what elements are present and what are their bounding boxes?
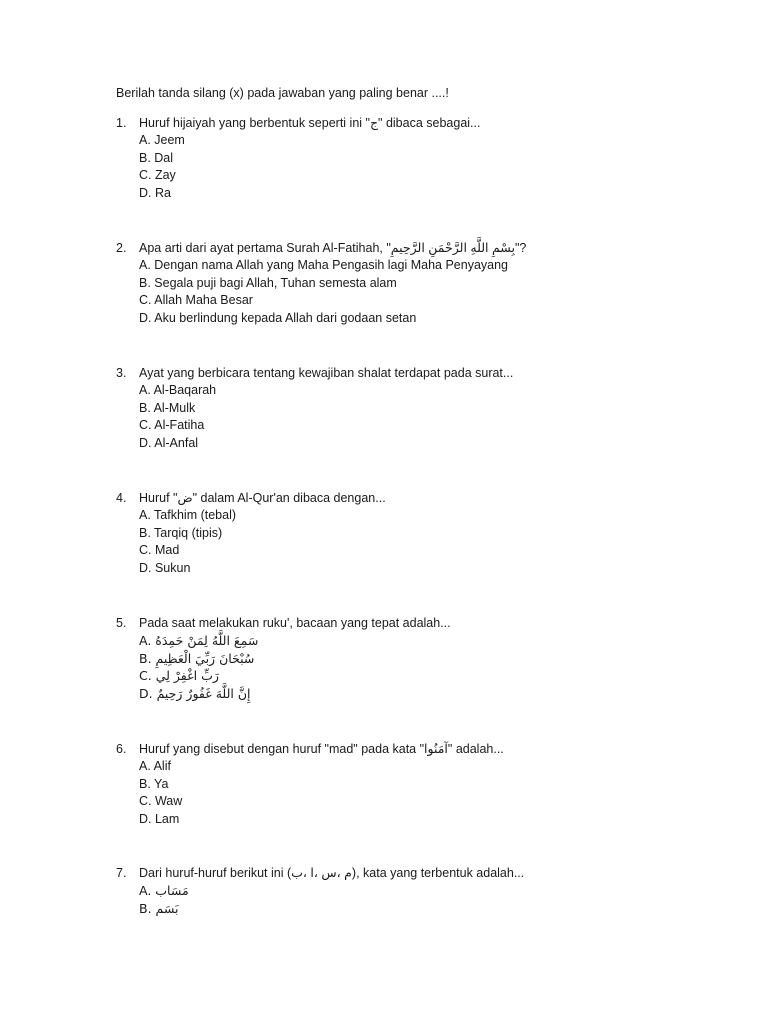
answer-option-d[interactable]: D. Al-Anfal [139,436,199,451]
instruction-text: Berilah tanda silang (x) pada jawaban yang paling benar ....! [116,86,449,100]
answer-options [139,632,736,703]
answer-option-c[interactable]: C. رَبِّ اغْفِرْ لِي [139,668,219,684]
question-1 [116,114,736,203]
question-2 [116,239,736,328]
answer-options [139,257,736,328]
answer-option-d[interactable]: D. Lam [139,812,180,827]
question-number: 4. [116,491,127,505]
answer-option-b[interactable]: B. Ya [139,776,169,791]
question-5 [116,614,736,703]
answer-options [139,882,736,917]
answer-option-a[interactable]: A. سَمِعَ اللَّهُ لِمَنْ حَمِدَهُ [139,633,259,648]
answer-option-a[interactable]: A. Dengan nama Allah yang Maha Pengasih lagi Maha Penyayang [139,258,509,272]
question-text: Apa arti dari ayat pertama Surah Al-Fatihah, "بِسْمِ اللَّهِ الرَّحْمَنِ الرَّحِيمِ"? [139,241,527,255]
answer-option-c[interactable]: C. Mad [139,543,180,558]
question-stem [116,239,736,257]
answer-option-c[interactable]: C. Allah Maha Besar [139,293,253,308]
question-text: Pada saat melakukan ruku', bacaan yang tepat adalah... [139,616,451,630]
answer-options [139,382,736,453]
question-number: 6. [116,742,127,756]
question-stem [116,864,736,882]
answer-option-b[interactable]: B. Al-Mulk [139,400,196,415]
question-stem [116,614,736,632]
question-text: Huruf "ض" dalam Al-Qur'an dibaca dengan... [139,491,386,505]
answer-option-a[interactable]: A. Al-Baqarah [139,383,217,397]
question-4 [116,489,736,578]
answer-option-a[interactable]: A. Alif [139,759,171,773]
question-number: 2. [116,241,127,255]
answer-option-a[interactable]: A. Jeem [139,133,185,147]
question-6 [116,740,736,829]
answer-option-b[interactable]: B. Tarqiq (tipis) [139,525,223,540]
answer-option-c[interactable]: C. Zay [139,168,176,183]
question-number: 5. [116,616,127,630]
answer-option-c[interactable]: C. Al-Fatiha [139,418,205,433]
question-text: Dari huruf-huruf berikut ini (م ،س ،ا ،ب), kata yang terbentuk adalah... [139,866,525,880]
question-number: 3. [116,366,127,380]
question-text: Ayat yang berbicara tentang kewajiban shalat terdapat pada surat... [139,366,514,380]
answer-option-d[interactable]: D. Aku berlindung kepada Allah dari godaan setan [139,311,417,326]
answer-options [139,507,736,578]
question-text: Huruf hijaiyah yang berbentuk seperti ini "ج" dibaca sebagai... [139,116,481,130]
answer-options [139,132,736,203]
question-7 [116,864,736,917]
answer-option-b[interactable]: B. Dal [139,150,174,165]
question-stem [116,114,736,132]
question-number: 1. [116,116,127,130]
answer-option-b[interactable]: B. بَسَم [139,900,179,916]
question-stem [116,364,736,382]
question-text: Huruf yang disebut dengan huruf "mad" pada kata "آمَنُوا" adalah... [139,742,504,756]
answer-option-a[interactable]: A. Tafkhim (tebal) [139,508,237,522]
answer-option-b[interactable]: B. Segala puji bagi Allah, Tuhan semesta alam [139,275,397,290]
answer-option-c[interactable]: C. Waw [139,794,183,809]
answer-option-d[interactable]: D. Ra [139,186,171,201]
question-stem [116,740,736,758]
question-3 [116,364,736,453]
answer-option-d[interactable]: D. Sukun [139,561,191,576]
question-number: 7. [116,866,127,880]
answer-option-b[interactable]: B. سُبْحَانَ رَبِّيَ الْعَظِيمِ [139,650,255,666]
answer-option-d[interactable]: D. إِنَّ اللَّهَ غَفُورٌ رَحِيمٌ [139,686,251,702]
answer-option-a[interactable]: A. مَسَاب [139,883,189,898]
question-stem [116,489,736,507]
answer-options [139,758,736,829]
